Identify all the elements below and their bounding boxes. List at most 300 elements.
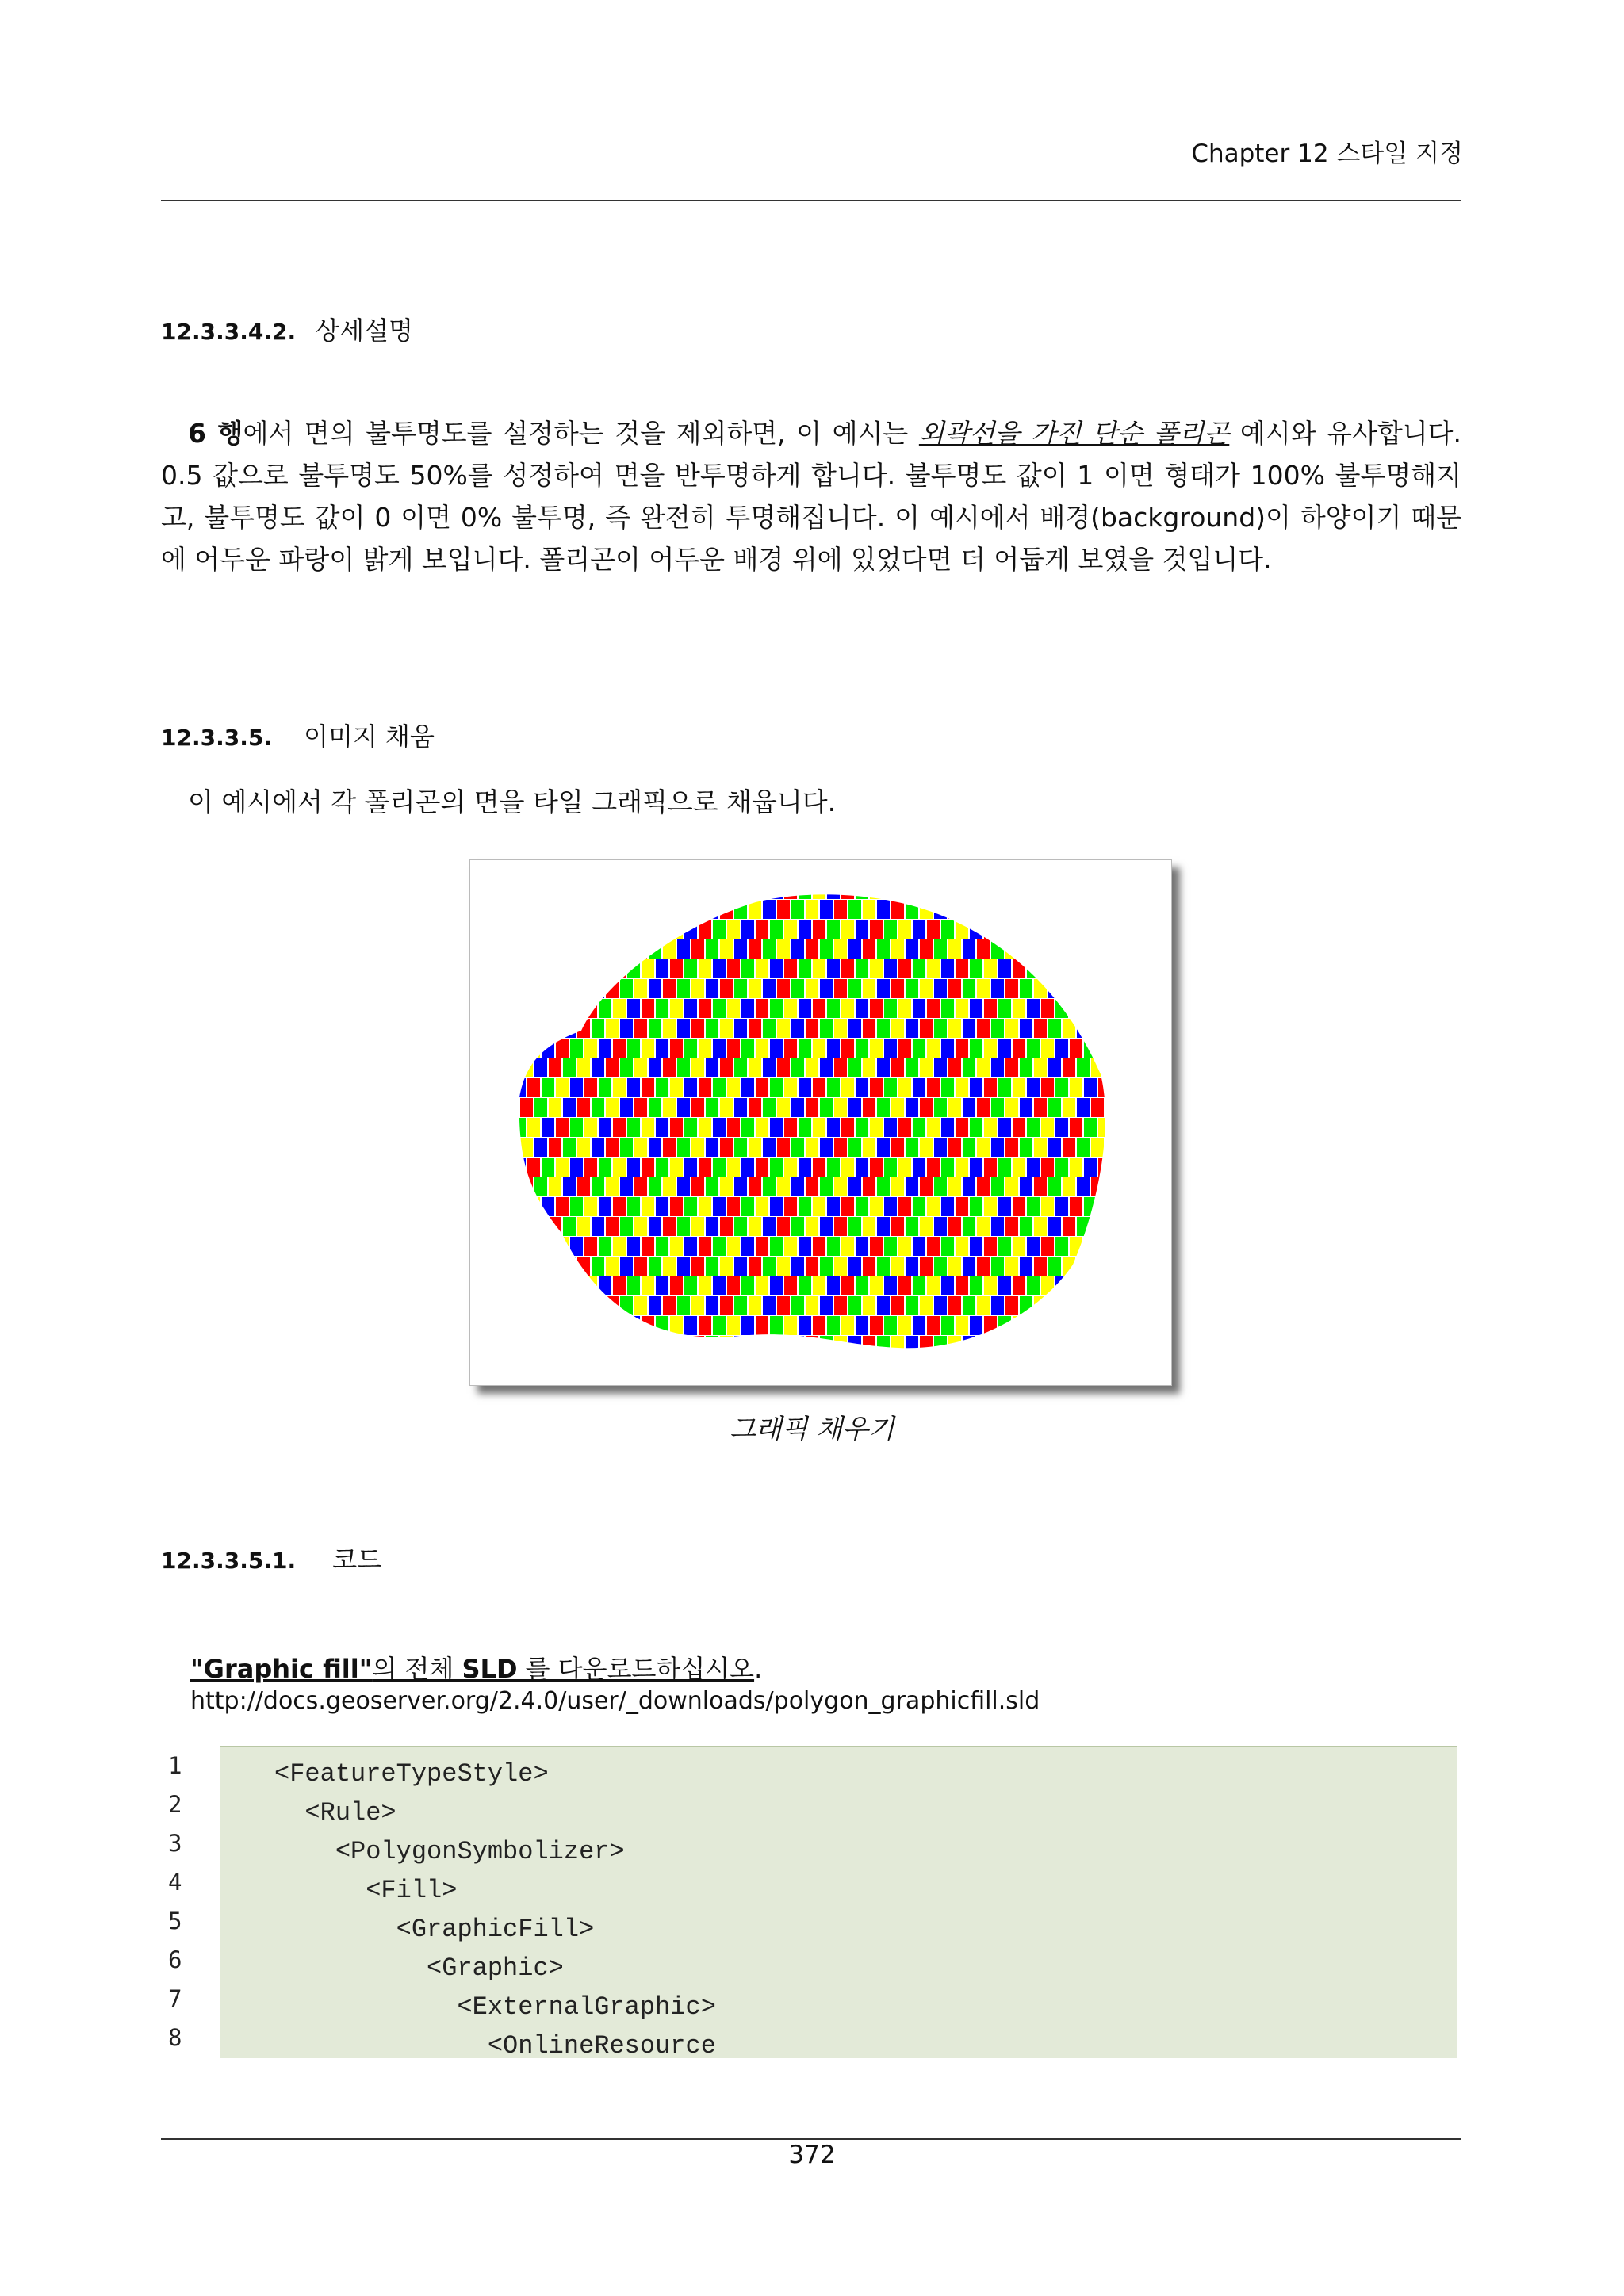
fill-tile <box>934 1098 947 1117</box>
fill-tile <box>913 1078 925 1097</box>
fill-tile <box>741 1039 754 1058</box>
fill-tile <box>1034 979 1047 998</box>
fill-tile <box>1162 1257 1171 1276</box>
fill-tile <box>741 1316 754 1335</box>
fill-tile <box>813 1197 825 1216</box>
fill-tile <box>991 1257 1004 1276</box>
fill-tile <box>741 1158 754 1177</box>
fill-tile <box>941 1078 954 1097</box>
fill-tile <box>984 1356 997 1375</box>
fill-tile <box>592 900 604 919</box>
fill-tile <box>527 880 540 899</box>
fill-tile <box>492 1058 504 1077</box>
fill-tile <box>827 1237 840 1256</box>
fill-tile <box>1063 1098 1075 1117</box>
fill-tile <box>749 900 761 919</box>
fill-tile <box>998 1316 1011 1335</box>
fill-tile <box>713 1316 726 1335</box>
fill-tile <box>670 1078 683 1097</box>
fill-tile <box>663 1257 676 1276</box>
fill-tile <box>542 1078 554 1097</box>
fill-tile <box>977 1296 990 1315</box>
fill-tile <box>1013 1237 1025 1256</box>
fill-tile <box>549 1019 561 1038</box>
fill-tile <box>741 1276 754 1295</box>
fill-tile <box>1077 1019 1090 1038</box>
fill-tile <box>499 999 511 1018</box>
fill-tile <box>1020 1336 1032 1355</box>
fill-tile <box>527 959 540 978</box>
fill-tile <box>820 1058 833 1077</box>
fill-tile <box>499 880 511 899</box>
fill-tile <box>749 1098 761 1117</box>
fill-tile <box>1105 1336 1118 1355</box>
fill-tile <box>599 1197 611 1216</box>
fill-tile <box>584 1197 597 1216</box>
fill-tile <box>627 999 640 1018</box>
fill-tile <box>920 1257 933 1276</box>
fill-tile <box>1098 1316 1111 1335</box>
fill-tile <box>799 1237 811 1256</box>
fill-tile <box>584 1078 597 1097</box>
fill-tile <box>906 1058 918 1077</box>
fill-tile <box>499 1237 511 1256</box>
fill-tile <box>534 900 547 919</box>
fill-tile <box>963 1296 975 1315</box>
fill-tile <box>499 959 511 978</box>
fill-tile <box>656 880 668 899</box>
fill-tile <box>1020 1376 1032 1385</box>
fill-tile <box>627 1316 640 1335</box>
fill-tile <box>898 1356 911 1375</box>
fill-tile <box>863 1376 875 1385</box>
fill-tile <box>570 999 583 1018</box>
fill-tile <box>927 1356 940 1375</box>
fill-tile <box>813 1276 825 1295</box>
section-number: 12.3.3.4.2. <box>161 319 297 345</box>
fill-tile <box>848 1098 861 1117</box>
fill-tile <box>977 1138 990 1157</box>
fill-tile <box>970 1158 982 1177</box>
fill-tile <box>1113 1118 1125 1137</box>
fill-tile <box>570 1118 583 1137</box>
fill-tile <box>556 959 569 978</box>
fill-tile <box>963 1138 975 1157</box>
fill-tile <box>634 1019 647 1038</box>
fill-tile <box>984 920 997 939</box>
fill-tile <box>670 1356 683 1375</box>
fill-tile <box>634 1177 647 1196</box>
fill-tile <box>1084 1356 1097 1375</box>
fill-tile <box>877 1296 890 1315</box>
fill-tile <box>777 900 790 919</box>
fill-tile <box>956 880 968 899</box>
fill-tile <box>699 1197 711 1216</box>
fill-tile <box>577 1296 590 1315</box>
fill-tile <box>485 1197 497 1216</box>
fill-tile <box>948 1098 961 1117</box>
fill-tile <box>991 1138 1004 1157</box>
fill-tile <box>577 1098 590 1117</box>
fill-tile <box>477 1257 490 1276</box>
fill-tile <box>749 939 761 959</box>
fill-tile <box>863 1138 875 1157</box>
line-number: 6 <box>168 1946 182 1973</box>
fill-tile <box>906 1217 918 1236</box>
fill-tile <box>1162 1376 1171 1385</box>
fill-tile <box>870 1316 883 1335</box>
fill-tile <box>770 959 783 978</box>
fill-tile <box>513 1158 526 1177</box>
fill-tile <box>927 1316 940 1335</box>
download-sld-link[interactable] <box>190 1649 762 1686</box>
fill-tile <box>934 1257 947 1276</box>
fill-tile <box>634 900 647 919</box>
fill-tile <box>1134 1336 1147 1355</box>
fill-tile <box>520 1217 533 1236</box>
fill-tile <box>677 860 690 879</box>
fill-tile <box>991 860 1004 879</box>
fill-tile <box>606 1336 619 1355</box>
fill-tile <box>898 1118 911 1137</box>
fill-tile <box>592 939 604 959</box>
fill-tile <box>513 999 526 1018</box>
fill-tile <box>706 1058 718 1077</box>
fill-tile <box>920 900 933 919</box>
fill-tile <box>563 1376 576 1385</box>
fill-tile <box>1148 1376 1161 1385</box>
fill-tile <box>791 1098 804 1117</box>
fill-tile <box>670 1158 683 1177</box>
fill-tile <box>891 1058 904 1077</box>
fill-tile <box>1134 1098 1147 1117</box>
fill-tile <box>777 1138 790 1157</box>
fill-tile <box>763 1098 776 1117</box>
fill-tile <box>506 1019 519 1038</box>
fill-tile <box>977 1019 990 1038</box>
fill-tile <box>984 1197 997 1216</box>
fill-tile <box>934 1376 947 1385</box>
fill-tile <box>770 920 783 939</box>
fill-tile <box>806 860 818 879</box>
fill-tile <box>984 1078 997 1097</box>
fill-tile <box>1034 939 1047 959</box>
fill-tile <box>549 1138 561 1157</box>
fill-tile <box>691 1058 704 1077</box>
fill-tile <box>470 900 476 919</box>
fill-tile <box>584 1118 597 1137</box>
fill-tile <box>927 1276 940 1295</box>
fill-tile <box>1155 1197 1168 1216</box>
fill-tile <box>856 1276 868 1295</box>
fill-tile <box>513 1118 526 1137</box>
fill-tile <box>642 1356 654 1375</box>
fill-tile <box>777 979 790 998</box>
fill-tile <box>684 1158 697 1177</box>
fill-tile <box>642 1118 654 1137</box>
fill-tile <box>527 1237 540 1256</box>
fill-tile <box>956 1356 968 1375</box>
fill-tile <box>513 880 526 899</box>
fill-tile <box>599 1039 611 1058</box>
fill-tile <box>770 1158 783 1177</box>
fill-tile <box>1134 1138 1147 1157</box>
fill-tile <box>1070 1158 1082 1177</box>
fill-tile <box>1127 920 1139 939</box>
fill-tile <box>606 1296 619 1315</box>
fill-tile <box>534 1257 547 1276</box>
fill-tile <box>1113 1316 1125 1335</box>
fill-tile <box>713 920 726 939</box>
fill-tile <box>963 1257 975 1276</box>
fill-tile <box>877 939 890 959</box>
fill-tile <box>770 999 783 1018</box>
fill-tile <box>542 880 554 899</box>
fill-tile <box>563 1058 576 1077</box>
graphic-fill-polygon <box>470 860 1171 1385</box>
fill-tile <box>820 1296 833 1315</box>
fill-tile <box>470 1217 476 1236</box>
fill-tile <box>656 1356 668 1375</box>
fill-tile <box>791 900 804 919</box>
fill-tile <box>1041 1197 1054 1216</box>
fill-tile <box>991 1336 1004 1355</box>
fill-tile <box>620 979 633 998</box>
fill-tile <box>977 1257 990 1276</box>
fill-tile <box>763 1138 776 1157</box>
fill-tile <box>670 1039 683 1058</box>
fill-tile <box>977 1098 990 1117</box>
fill-tile <box>1098 959 1111 978</box>
fill-tile <box>727 1237 740 1256</box>
fill-tile <box>1041 920 1054 939</box>
fill-tile <box>791 1336 804 1355</box>
fill-tile <box>563 1177 576 1196</box>
fill-tile <box>1055 880 1068 899</box>
fill-tile <box>1098 1237 1111 1256</box>
fill-tile <box>898 1039 911 1058</box>
fill-tile <box>577 1217 590 1236</box>
download-url[interactable]: http://docs.geoserver.org/2.4.0/user/_downloads/polygon_graphicfill.sld <box>190 1687 1040 1715</box>
fill-tile <box>663 1019 676 1038</box>
fill-tile <box>1120 1019 1132 1038</box>
fill-tile <box>941 1039 954 1058</box>
fill-tile <box>827 1118 840 1137</box>
fill-tile <box>884 1197 897 1216</box>
fill-tile <box>1055 999 1068 1018</box>
fill-tile <box>706 1296 718 1315</box>
fill-tile <box>806 1138 818 1157</box>
fill-tile <box>1055 1276 1068 1295</box>
fill-tile <box>906 939 918 959</box>
fill-tile <box>1041 1118 1054 1137</box>
fill-tile <box>634 1296 647 1315</box>
fill-tile <box>1070 1039 1082 1058</box>
fill-tile <box>841 1197 854 1216</box>
fill-tile <box>820 1138 833 1157</box>
fill-tile <box>470 1158 483 1177</box>
fill-tile <box>727 1197 740 1216</box>
code-line: <GraphicFill> <box>274 1915 595 1944</box>
fill-tile <box>1134 1177 1147 1196</box>
fill-tile <box>741 1118 754 1137</box>
fill-tile <box>606 1257 619 1276</box>
fill-tile <box>741 1197 754 1216</box>
fill-tile <box>891 1098 904 1117</box>
fill-tile <box>941 1158 954 1177</box>
fill-tile <box>963 860 975 879</box>
fill-tile <box>1048 1019 1061 1038</box>
fill-tile <box>813 880 825 899</box>
fill-tile <box>806 1019 818 1038</box>
fill-tile <box>1034 1177 1047 1196</box>
fill-tile <box>948 979 961 998</box>
fill-tile <box>1162 1296 1171 1315</box>
fill-tile <box>848 1138 861 1157</box>
fill-tile <box>492 1336 504 1355</box>
fill-tile <box>1134 1019 1147 1038</box>
fill-tile <box>691 979 704 998</box>
fill-tile <box>534 1376 547 1385</box>
fill-tile <box>627 1158 640 1177</box>
fill-tile <box>998 1158 1011 1177</box>
fill-tile <box>699 1158 711 1177</box>
fill-tile <box>485 1158 497 1177</box>
fill-tile <box>563 1336 576 1355</box>
fill-tile <box>520 939 533 959</box>
fill-tile <box>1005 1376 1018 1385</box>
fill-tile <box>570 880 583 899</box>
fill-tile <box>477 1098 490 1117</box>
fill-tile <box>784 1078 797 1097</box>
line-number: 7 <box>168 1985 182 2012</box>
fill-tile <box>527 1316 540 1335</box>
fill-tile <box>620 1257 633 1276</box>
fill-tile <box>549 860 561 879</box>
fill-tile <box>534 1098 547 1117</box>
fill-tile <box>884 1158 897 1177</box>
fill-tile <box>1084 1237 1097 1256</box>
fill-tile <box>584 1316 597 1335</box>
fill-tile <box>1148 1296 1161 1315</box>
fill-tile <box>827 1039 840 1058</box>
fill-tile <box>791 1177 804 1196</box>
code-line: <PolygonSymbolizer> <box>274 1837 625 1866</box>
fill-tile <box>934 1217 947 1236</box>
fill-tile <box>663 1217 676 1236</box>
line-number: 2 <box>168 1791 182 1818</box>
fill-tile <box>477 1336 490 1355</box>
fill-tile <box>927 1118 940 1137</box>
fill-tile <box>470 860 476 879</box>
fill-tile <box>1148 939 1161 959</box>
fill-tile <box>963 1098 975 1117</box>
fill-tile <box>720 1296 733 1315</box>
fill-tile <box>941 999 954 1018</box>
fill-tile <box>592 1296 604 1315</box>
fill-tile <box>1105 1058 1118 1077</box>
fill-tile <box>956 1118 968 1137</box>
simple-polygon-link[interactable]: 외곽선을 가진 단순 폴리곤 <box>918 418 1230 449</box>
paragraph-text-pre: 에서 면의 불투명도를 설정하는 것을 제외하면, 이 예시는 <box>243 418 919 449</box>
fill-tile <box>841 1237 854 1256</box>
fill-tile <box>1005 1138 1018 1157</box>
fill-tile <box>756 880 768 899</box>
fill-tile <box>906 1098 918 1117</box>
fill-tile <box>884 1316 897 1335</box>
fill-tile <box>1027 999 1040 1018</box>
fill-tile <box>998 999 1011 1018</box>
fill-tile <box>1020 1138 1032 1157</box>
fill-tile <box>1041 1039 1054 1058</box>
fill-tile <box>699 1316 711 1335</box>
fill-tile <box>813 1039 825 1058</box>
fill-tile <box>1077 1257 1090 1276</box>
fill-tile <box>777 939 790 959</box>
fill-tile <box>1148 900 1161 919</box>
fill-tile <box>841 1078 854 1097</box>
fill-tile <box>506 1217 519 1236</box>
fill-tile <box>563 1019 576 1038</box>
fill-tile <box>499 1276 511 1295</box>
fill-tile <box>699 999 711 1018</box>
fill-tile <box>470 1197 483 1216</box>
fill-tile <box>677 979 690 998</box>
fill-tile <box>684 1078 697 1097</box>
fill-tile <box>898 1237 911 1256</box>
fill-tile <box>856 959 868 978</box>
fill-tile <box>1005 860 1018 879</box>
fill-tile <box>634 1217 647 1236</box>
fill-tile <box>948 1217 961 1236</box>
fill-tile <box>913 1356 925 1375</box>
fill-tile <box>684 999 697 1018</box>
fill-tile <box>470 1039 483 1058</box>
fill-tile <box>499 1118 511 1137</box>
fill-tile <box>485 999 497 1018</box>
fill-tile <box>998 880 1011 899</box>
fill-tile <box>477 1177 490 1196</box>
fill-tile <box>991 979 1004 998</box>
fill-tile <box>841 920 854 939</box>
fill-tile <box>613 1237 626 1256</box>
fill-tile <box>577 1336 590 1355</box>
fill-tile <box>713 1237 726 1256</box>
fill-tile <box>613 1118 626 1137</box>
fill-tile <box>492 1019 504 1038</box>
fill-tile <box>998 1118 1011 1137</box>
fill-tile <box>920 1058 933 1077</box>
fill-tile <box>506 939 519 959</box>
fill-tile <box>763 979 776 998</box>
fill-tile <box>1141 1158 1154 1177</box>
fill-tile <box>570 1197 583 1216</box>
fill-tile <box>963 1019 975 1038</box>
fill-tile <box>627 1078 640 1097</box>
fill-tile <box>1041 1276 1054 1295</box>
fill-tile <box>734 1336 747 1355</box>
fill-tile <box>934 1336 947 1355</box>
fill-tile <box>913 880 925 899</box>
fill-tile <box>734 1296 747 1315</box>
fill-tile <box>699 1237 711 1256</box>
fill-tile <box>613 1039 626 1058</box>
fill-tile <box>1027 880 1040 899</box>
fill-tile <box>1105 1177 1118 1196</box>
fill-tile <box>877 860 890 879</box>
fill-tile <box>1048 1376 1061 1385</box>
fill-tile <box>684 1039 697 1058</box>
